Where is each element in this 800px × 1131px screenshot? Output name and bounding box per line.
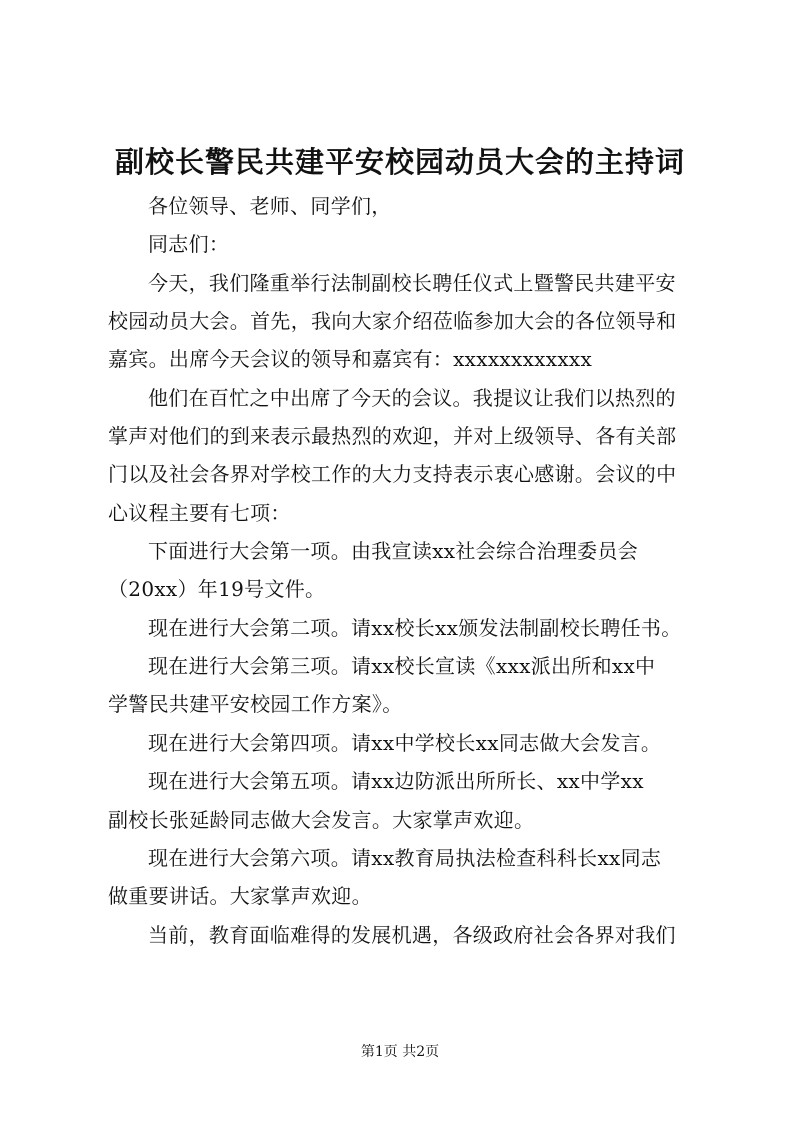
paragraph-line: 同志们： [148, 232, 230, 257]
paragraph-line: 门以及社会各界对学校工作的大力支持表示衷心感谢。会议的中 [108, 462, 677, 487]
paragraph-line: 今天，我们隆重举行法制副校长聘任仪式上暨警民共建平安 [148, 270, 676, 295]
paragraph-line: 做重要讲话。大家掌声欢迎。 [108, 884, 372, 909]
paragraph-line: 现在进行大会第四项。请xx中学校长xx同志做大会发言。 [148, 730, 662, 755]
paragraph-line: 下面进行大会第一项。由我宣读xx社会综合治理委员会 [148, 539, 639, 564]
paragraph-line: 各位领导、老师、同学们， [148, 194, 392, 218]
page-footer: 第1页 共2页 [360, 1044, 440, 1060]
paragraph-line: （20xx）年19号文件。 [108, 577, 326, 602]
paragraph-line: 掌声对他们的到来表示最热烈的欢迎，并对上级领导、各有关部 [108, 424, 677, 449]
paragraph-line: 现在进行大会第六项。请xx教育局执法检查科科长xx同志 [148, 845, 662, 870]
paragraph-line: 现在进行大会第二项。请xx校长xx颁发法制副校长聘任书。 [148, 615, 682, 640]
paragraph-line: 当前，教育面临难得的发展机遇，各级政府社会各界对我们 [148, 922, 676, 947]
paragraph-line: 心议程主要有七项： [108, 500, 291, 525]
paragraph-line: 现在进行大会第五项。请xx边防派出所所长、xx中学xx [148, 769, 644, 794]
paragraph-line: 嘉宾。出席今天会议的领导和嘉宾有：xxxxxxxxxxxx [108, 347, 593, 372]
paragraph-line: 他们在百忙之中出席了今天的会议。我提议让我们以热烈的 [148, 385, 676, 410]
paragraph-line: 学警民共建平安校园工作方案》。 [108, 692, 403, 717]
document-body [108, 187, 702, 954]
paragraph-line: 现在进行大会第三项。请xx校长宣读《xxx派出所和xx中 [148, 654, 656, 679]
paragraph-line: 副校长张延龄同志做大会发言。大家掌声欢迎。 [108, 807, 535, 832]
document-title: 副校长警民共建平安校园动员大会的主持词 [114, 145, 685, 179]
paragraph-line: 校园动员大会。首先，我向大家介绍莅临参加大会的各位领导和 [108, 309, 677, 334]
